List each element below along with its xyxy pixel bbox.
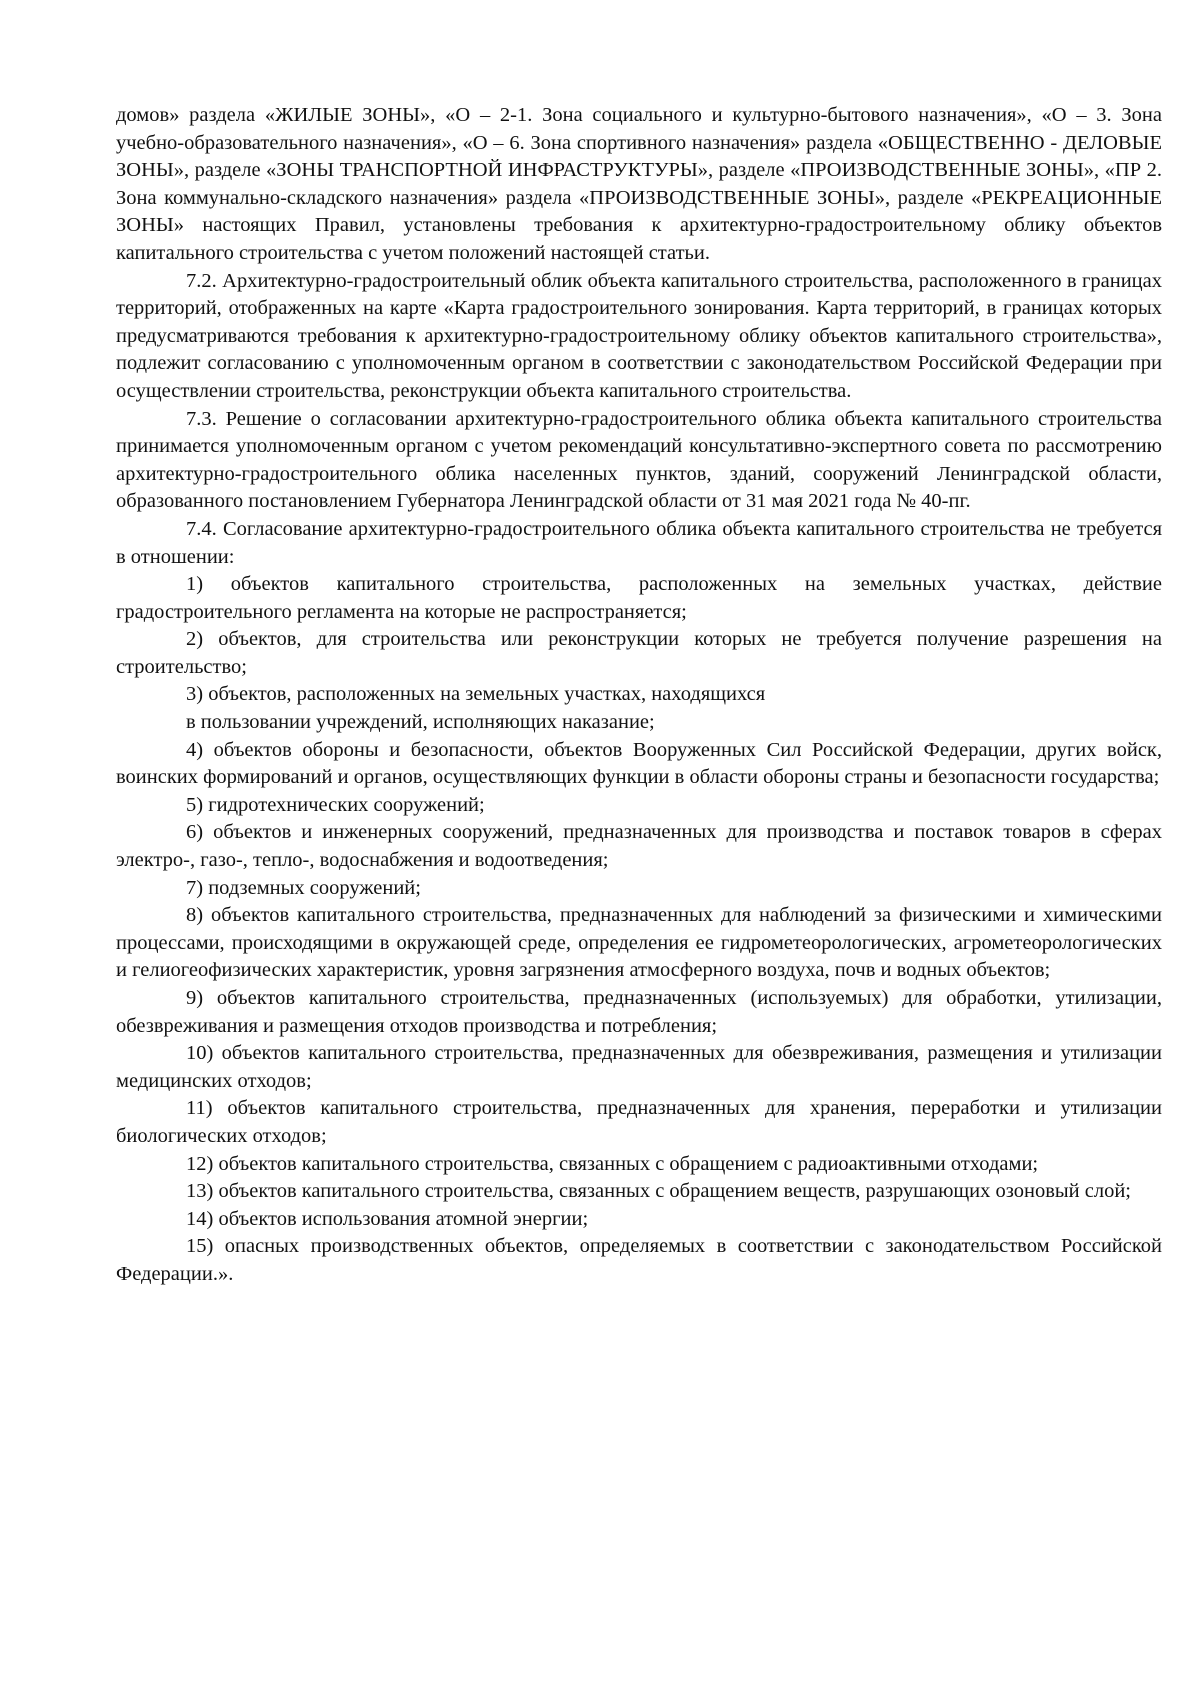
list-item-9: 9) объектов капитального строительства, предназначенных (используемых) для обработки, утилизации, обезвреживания и размещения отходов производства и потребления; — [116, 987, 1162, 1037]
list-item-4: 4) объектов обороны и безопасности, объектов Вооруженных Сил Российской Федерации, других войск, воинских формирований и органов, осуществляющих функции в области обороны страны и безопасности государства; — [116, 738, 1162, 789]
list-item-1: 1) объектов капитального строительства, расположенных на земельных участках, действие градостроительного регламента на которые не распространяется; — [116, 573, 1162, 623]
list-item-15: 15) опасных производственных объектов, определяемых в соответствии с законодательством Российской Федерации.». — [116, 1235, 1162, 1285]
paragraph-7-2: 7.2. Архитектурно-градостроительный облик объекта капитального строительства, расположенного в границах территорий, отображенных на карте «Карта градостроительного зонирования. Карта территорий, в границах которых предусматриваются требования к архитектурно-градостроительному облику объектов капитального строительства», подлежит согласованию с уполномоченным органом в соответствии с законодательством Российской Федерации при осуществлении строительства, реконструкции объекта капитального строительства. — [116, 269, 1162, 402]
paragraph-7-4: 7.4. Согласование архитектурно-градостроительного облика объекта капитального строительства не требуется в отношении: — [116, 517, 1162, 568]
list-item-7: 7) подземных сооружений; — [186, 876, 421, 899]
list-item-8: 8) объектов капитального строительства, предназначенных для наблюдений за физическими и химическими процессами, происходящими в окружающей среде, определения ее гидрометеорологических, агрометеорологических и гелиогеофизических характеристик, уровня загрязнения атмосферного воздуха, почв и водных объектов; — [116, 904, 1162, 982]
document-page — [116, 102, 1162, 1289]
paragraph-continuation: домов» раздела «ЖИЛЫЕ ЗОНЫ», «О – 2-1. Зона социального и культурно-бытового назначения», «О – 3. Зона учебно-образовательного назначения», «О – 6. Зона спортивного назначения» раздела «ОБЩЕСТВЕННО - ДЕЛОВЫЕ ЗОНЫ», разделе «ЗОНЫ ТРАНСПОРТНОЙ ИНФРАСТРУКТУРЫ», разделе «ПРОИЗВОДСТВЕННЫЕ ЗОНЫ», «ПР 2. Зона коммунально-складского назначения» раздела «ПРОИЗВОДСТВЕННЫЕ ЗОНЫ», разделе «РЕКРЕАЦИОННЫЕ ЗОНЫ» настоящих Правил, установлены требования к архитектурно-градостроительному облику объектов капитального строительства с учетом положений настоящей статьи. — [116, 104, 1162, 264]
list-item-13: 13) объектов капитального строительства, связанных с обращением веществ, разрушающих озоновый слой; — [186, 1180, 1132, 1203]
list-item-11: 11) объектов капитального строительства, предназначенных для хранения, переработки и утилизации биологических отходов; — [116, 1097, 1162, 1147]
list-item-10: 10) объектов капитального строительства, предназначенных для обезвреживания, размещения и утилизации медицинских отходов; — [116, 1042, 1162, 1092]
list-item-14: 14) объектов использования атомной энергии; — [186, 1207, 589, 1230]
list-item-3: 3) объектов, расположенных на земельных участках, находящихся — [186, 683, 766, 706]
list-item-5: 5) гидротехнических сооружений; — [186, 793, 485, 816]
list-item-12: 12) объектов капитального строительства, связанных с обращением с радиоактивными отходами; — [186, 1152, 1039, 1175]
list-item-3-continuation: в пользовании учреждений, исполняющих наказание; — [186, 711, 655, 734]
list-item-6: 6) объектов и инженерных сооружений, предназначенных для производства и поставок товаров в сферах электро-, газо-, тепло-, водоснабжения и водоотведения; — [116, 821, 1162, 872]
list-item-2: 2) объектов, для строительства или реконструкции которых не требуется получение разрешения на строительство; — [116, 628, 1162, 678]
paragraph-7-3: 7.3. Решение о согласовании архитектурно-градостроительного облика объекта капитального строительства принимается уполномоченным органом с учетом рекомендаций консультативно-экспертного совета по рассмотрению архитектурно-градостроительного облика населенных пунктов, зданий, сооружений Ленинградской области, образованного постановлением Губернатора Ленинградской области от 31 мая 2021 года № 40-пг. — [116, 407, 1162, 513]
